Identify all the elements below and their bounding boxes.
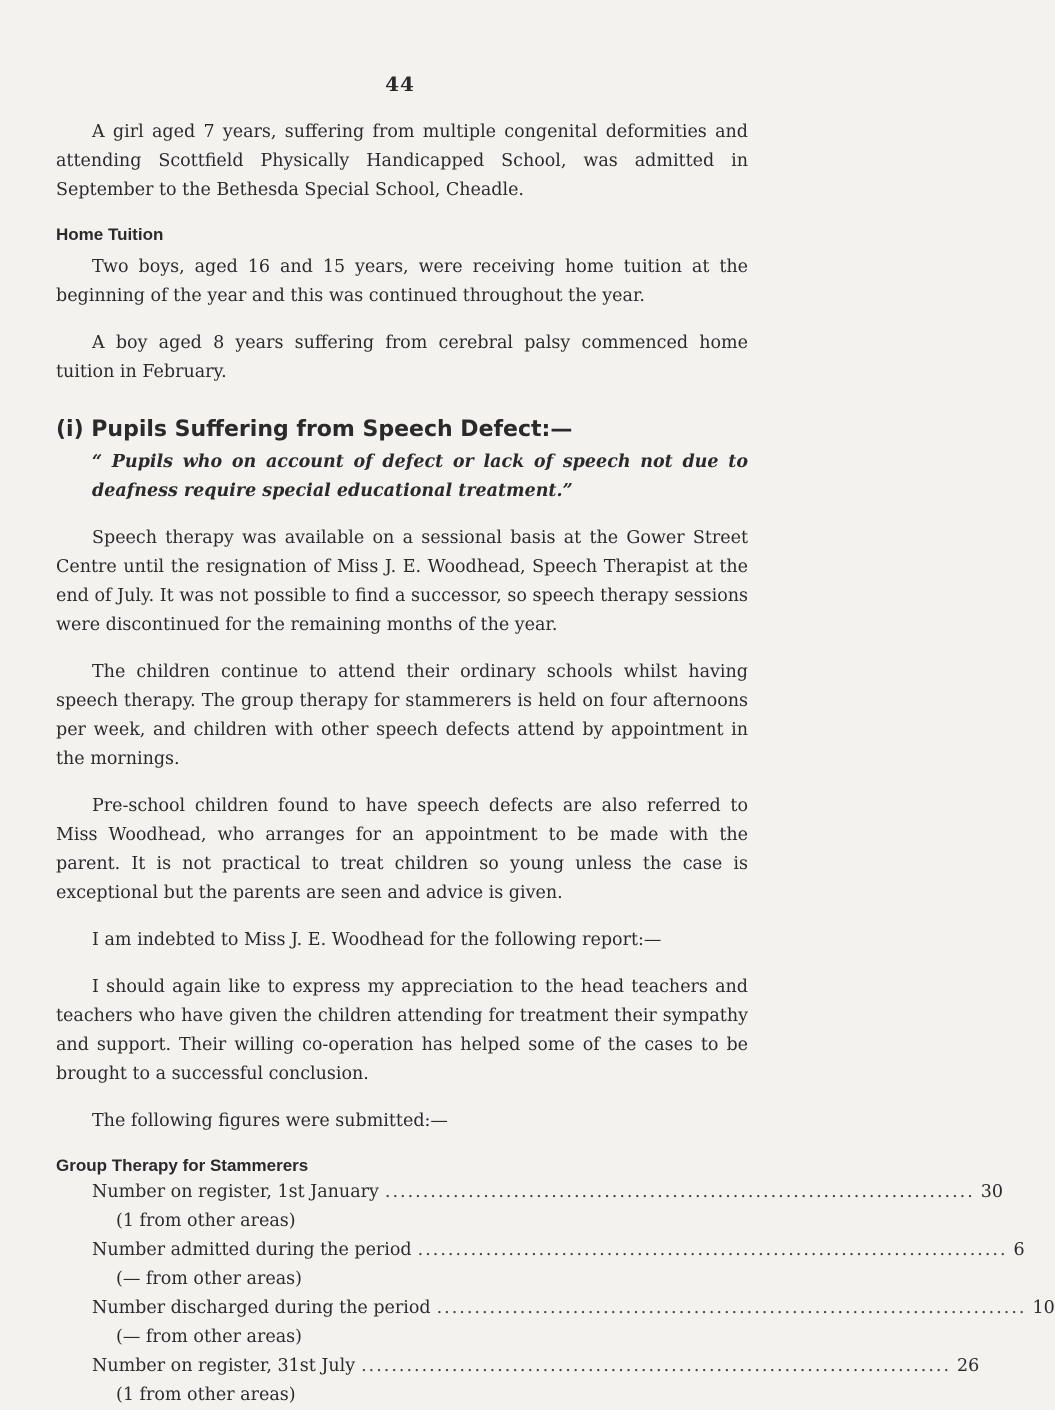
- page-content: [56, 118, 1055, 1410]
- leader-dots: ..............................................................................: [436, 1298, 1027, 1318]
- home-tuition-heading: Home Tuition: [56, 225, 164, 244]
- table-row: [56, 1178, 1004, 1207]
- table-row: [56, 1294, 1055, 1323]
- table-row: [56, 1352, 980, 1381]
- speech-paragraph: I am indebted to Miss J. E. Woodhead for the following report:—: [92, 930, 662, 950]
- intro-paragraph: A girl aged 7 years, suffering from multiple congenital deformities and attending Scottfield Physically Handicapped School, was admitted in September to the Bethesda Special School, Cheadle.: [56, 122, 748, 200]
- speech-paragraph: Pre-school children found to have speech defects are also referred to Miss Woodhead, who arranges for an appointment to be made with the parent. It is not practical to treat children so young unless the case is exceptional but the parents are seen and advice is given.: [56, 796, 748, 903]
- page-number: 44: [385, 72, 415, 96]
- row-label: Number on register, 1st January: [92, 1182, 379, 1202]
- row-note: (— from other areas): [116, 1269, 302, 1289]
- row-value: 30: [980, 1182, 1004, 1202]
- row-label: Number admitted during the period: [92, 1240, 412, 1260]
- row-value: 10: [1032, 1298, 1055, 1318]
- leader-dots: ..............................................................................: [361, 1356, 952, 1376]
- row-value: 26: [957, 1356, 980, 1376]
- speech-paragraph: The following figures were submitted:—: [92, 1111, 448, 1131]
- row-note: (1 from other areas): [116, 1211, 296, 1231]
- home-tuition-paragraph: A boy aged 8 years suffering from cerebral palsy commenced home tuition in February.: [56, 333, 748, 382]
- row-note: (— from other areas): [116, 1327, 302, 1347]
- leader-dots: ..............................................................................: [384, 1182, 975, 1202]
- speech-defect-definition: “ Pupils who on account of defect or lack of speech not due to deafness require special educational treatment.”: [92, 452, 748, 501]
- row-note: (1 from other areas): [116, 1385, 296, 1405]
- speech-paragraph: I should again like to express my appreciation to the head teachers and teachers who have given the children attending for treatment their sympathy and support. Their willing co-operation has helped some of the cases to be brought to a successful conclusion.: [56, 977, 748, 1084]
- home-tuition-paragraph: Two boys, aged 16 and 15 years, were receiving home tuition at the beginning of the year and this was continued throughout the year.: [56, 257, 748, 306]
- speech-paragraph: The children continue to attend their ordinary schools whilst having speech therapy. The group therapy for stammerers is held on four afternoons per week, and children with other speech defects attend by appointment in the mornings.: [56, 662, 748, 769]
- row-value: 6: [1013, 1240, 1025, 1260]
- row-label: Number discharged during the period: [92, 1298, 431, 1318]
- speech-paragraph: Speech therapy was available on a sessional basis at the Gower Street Centre until the resignation of Miss J. E. Woodhead, Speech Therapist at the end of July. It was not possible to find a successor, so speech therapy sessions were discontinued for the remaining months of the year.: [56, 528, 748, 635]
- speech-defect-heading: (i) Pupils Suffering from Speech Defect:—: [56, 417, 573, 442]
- table-row: [56, 1236, 1025, 1265]
- row-label: Number on register, 31st July: [92, 1356, 356, 1376]
- leader-dots: ..............................................................................: [417, 1240, 1008, 1260]
- group-therapy-heading: Group Therapy for Stammerers: [56, 1156, 309, 1175]
